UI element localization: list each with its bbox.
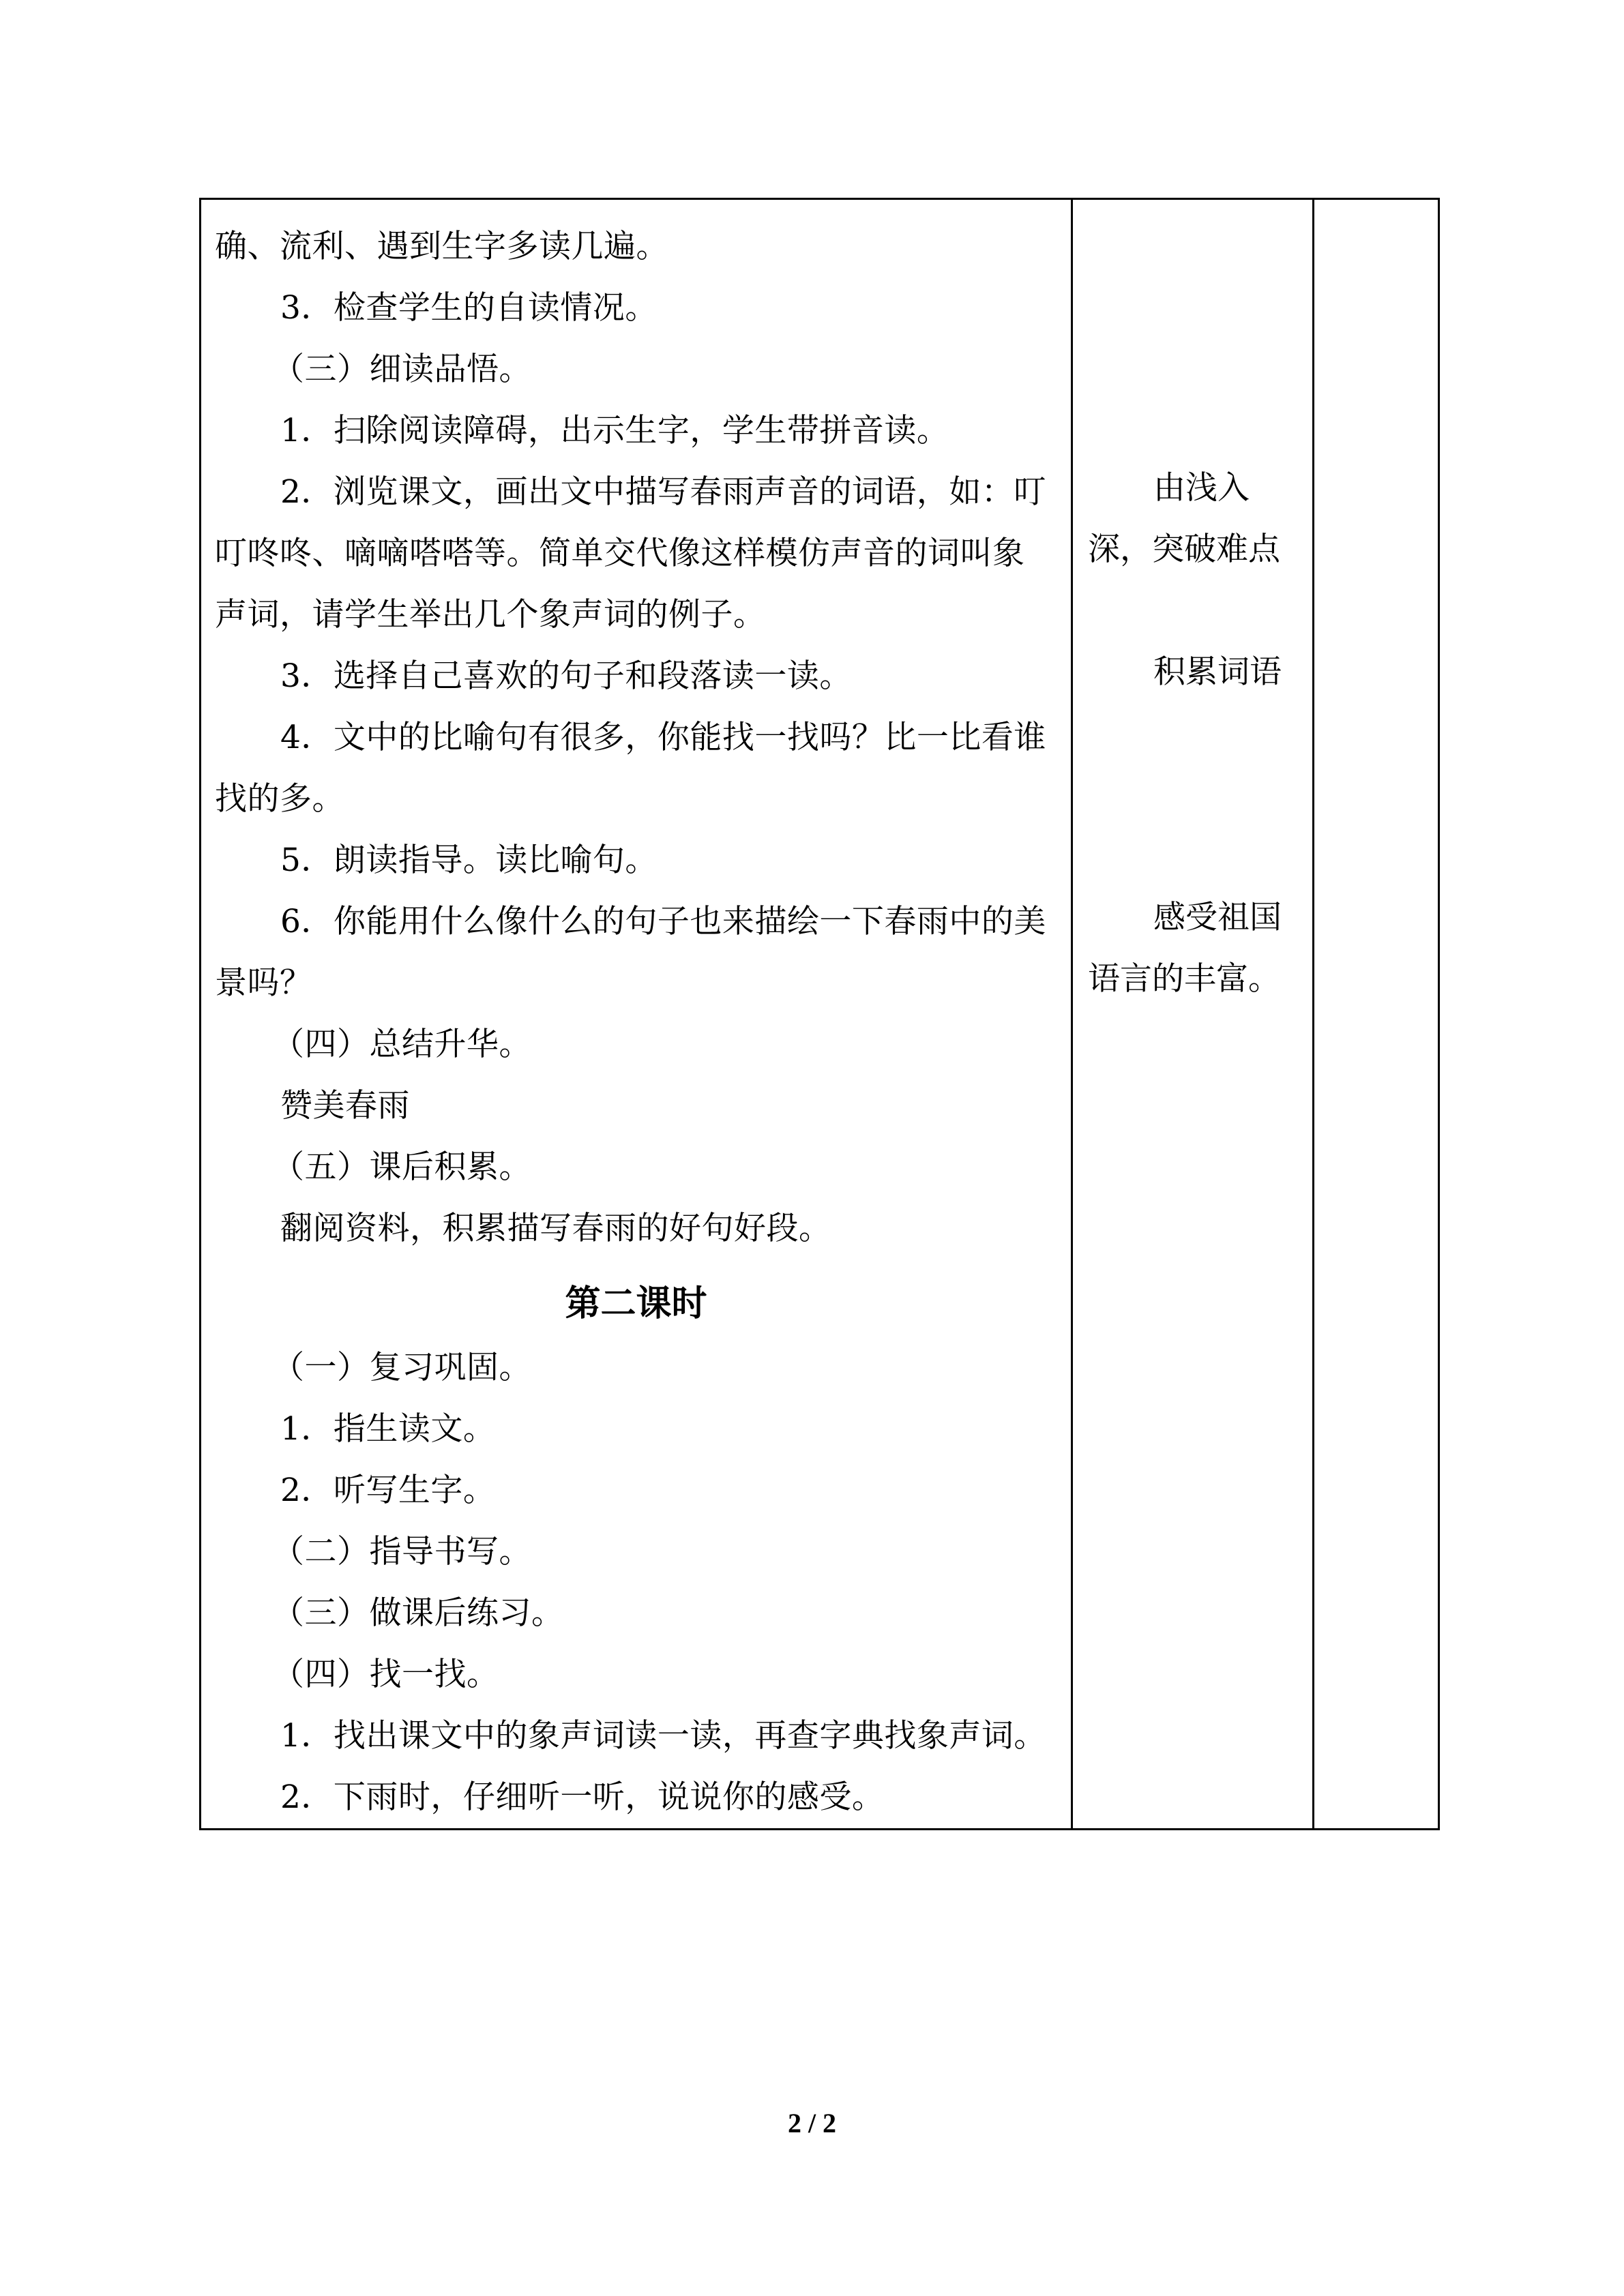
text-line: （四）总结升华。 <box>272 1026 531 1063</box>
text-line: 1．找出课文中的象声词读一读，再查字典找象声词。 <box>280 1717 1046 1755</box>
lesson-plan-table <box>199 198 1440 1830</box>
text-line: 1．扫除阅读障碍，出示生字，学生带拼音读。 <box>280 412 949 449</box>
text-line: 3．选择自己喜欢的句子和段落读一读。 <box>280 657 852 695</box>
text-line: 翻阅资料，积累描写春雨的好句好段。 <box>280 1210 831 1247</box>
text-line: 声词，请学生举出几个象声词的例子。 <box>215 596 766 633</box>
text-line: 6．你能用什么像什么的句子也来描绘一下春雨中的美 <box>280 903 1046 940</box>
text-line: （一）复习巩固。 <box>272 1349 531 1386</box>
text-line: 赞美春雨 <box>280 1087 410 1124</box>
note-line: 语言的丰富。 <box>1088 960 1280 998</box>
empty-cell <box>1314 199 1439 1830</box>
text-line: 景吗？ <box>215 964 312 1002</box>
text-line: 3．检查学生的自读情况。 <box>280 289 658 327</box>
text-line: （三）细读品悟。 <box>272 351 531 388</box>
text-line: 找的多。 <box>215 780 344 818</box>
text-line: 确、流利、遇到生字多读几遍。 <box>215 228 668 265</box>
section-title: 第二课时 <box>565 1283 707 1324</box>
note-line: 感受祖国 <box>1153 899 1282 936</box>
text-line: （二）指导书写。 <box>272 1533 531 1570</box>
note-line: 积累词语 <box>1153 653 1282 691</box>
text-line: （三）做课后练习。 <box>272 1594 564 1632</box>
text-line: （四）找一找。 <box>272 1656 499 1693</box>
text-line: 2．听写生字。 <box>280 1472 496 1509</box>
design-intent-cell <box>1072 199 1314 1830</box>
page-number: 2 / 2 <box>787 2108 837 2138</box>
note-vocabulary <box>1088 642 1282 703</box>
teaching-process-cell <box>201 199 1072 1830</box>
text-line: 2．下雨时，仔细听一听，说说你的感受。 <box>280 1778 885 1816</box>
text-line: 2．浏览课文，画出文中描写春雨声音的词语，如：叮 <box>280 473 1046 511</box>
note-line: 由浅入 <box>1153 469 1250 507</box>
note-line: 深，突破难点 <box>1088 531 1280 568</box>
text-line: 4．文中的比喻句有很多，你能找一找吗？比一比看谁 <box>280 719 1046 756</box>
note-language <box>1088 887 1282 1010</box>
text-line: 5．朗读指导。读比喻句。 <box>280 841 658 879</box>
text-line: （五）课后积累。 <box>272 1148 531 1186</box>
text-line: 叮咚咚、嘀嘀嗒嗒等。简单交代像这样模仿声音的词叫象 <box>215 535 1025 572</box>
text-line: 1．指生读文。 <box>280 1410 496 1448</box>
note-progressive <box>1088 458 1280 580</box>
